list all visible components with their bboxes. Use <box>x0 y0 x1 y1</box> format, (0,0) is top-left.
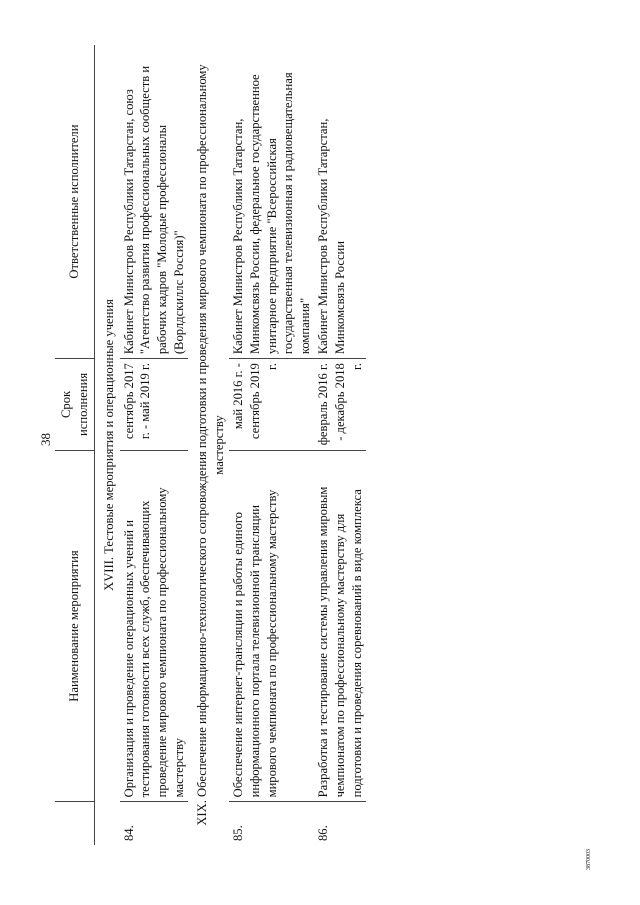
header-executors: Ответственные исполнители <box>55 45 95 359</box>
row-executors: Кабинет Министров Республики Татарстан, союз "Агентство развития профессиональных сообществ и рабочих кадров "Молодые профессионалы (Ворлдскиллс Россия)" <box>120 45 188 359</box>
row-event-name: Разработка и тестирование системы управления мировым чемпионатом по профессиональному мастерству для подготовки и проведения соревнований в виде комплекса <box>314 450 366 802</box>
section-row <box>188 45 229 845</box>
table-row <box>314 45 366 845</box>
section-title: XIX. Обеспечение информационно-технологического сопровождения подготовки и проведения мирового чемпионата по профессиональному мастерству <box>195 64 226 826</box>
row-deadline: сентябрь 2017 г. - май 2019 г. <box>120 359 188 451</box>
table-header-row <box>55 45 95 845</box>
document-code: 3870003 <box>586 849 592 870</box>
header-deadline: Срок исполнения <box>55 359 95 451</box>
table-row <box>120 45 188 845</box>
rotated-page <box>55 45 595 845</box>
row-number: 84. <box>121 825 136 841</box>
row-number: 86. <box>316 825 331 841</box>
row-executors: Кабинет Министров Республики Татарстан, Минкомсвязь России, федеральное государственное унитарное предприятие "Всероссийская государственная телевизионная и радиовещательная компания" <box>229 45 314 359</box>
section-row <box>95 45 120 845</box>
header-number <box>55 802 95 845</box>
header-event-name: Наименование мероприятия <box>55 450 95 802</box>
row-deadline: май 2016 г. - сентябрь 2019 г. <box>229 359 314 451</box>
events-table <box>55 45 366 845</box>
row-number: 85. <box>231 825 246 841</box>
table-row <box>229 45 314 845</box>
row-executors: Кабинет Министров Республики Татарстан, Минкомсвязь России <box>314 45 366 359</box>
row-event-name: Организация и проведение операционных учений и тестирования готовности всех служб, обеспечивающих проведение мирового чемпионата по профессиональному мастерству <box>120 450 188 802</box>
row-event-name: Обеспечение интернет-трансляции и работы единого информационного портала телевизионной трансляции мирового чемпионата по профессиональному мастерству <box>229 450 314 802</box>
section-title: XVIII. Тестовые мероприятия и операционные учения <box>102 299 117 591</box>
page-number: 38 <box>38 433 53 446</box>
row-deadline: февраль 2016 г. - декабрь 2018 г. <box>314 359 366 451</box>
